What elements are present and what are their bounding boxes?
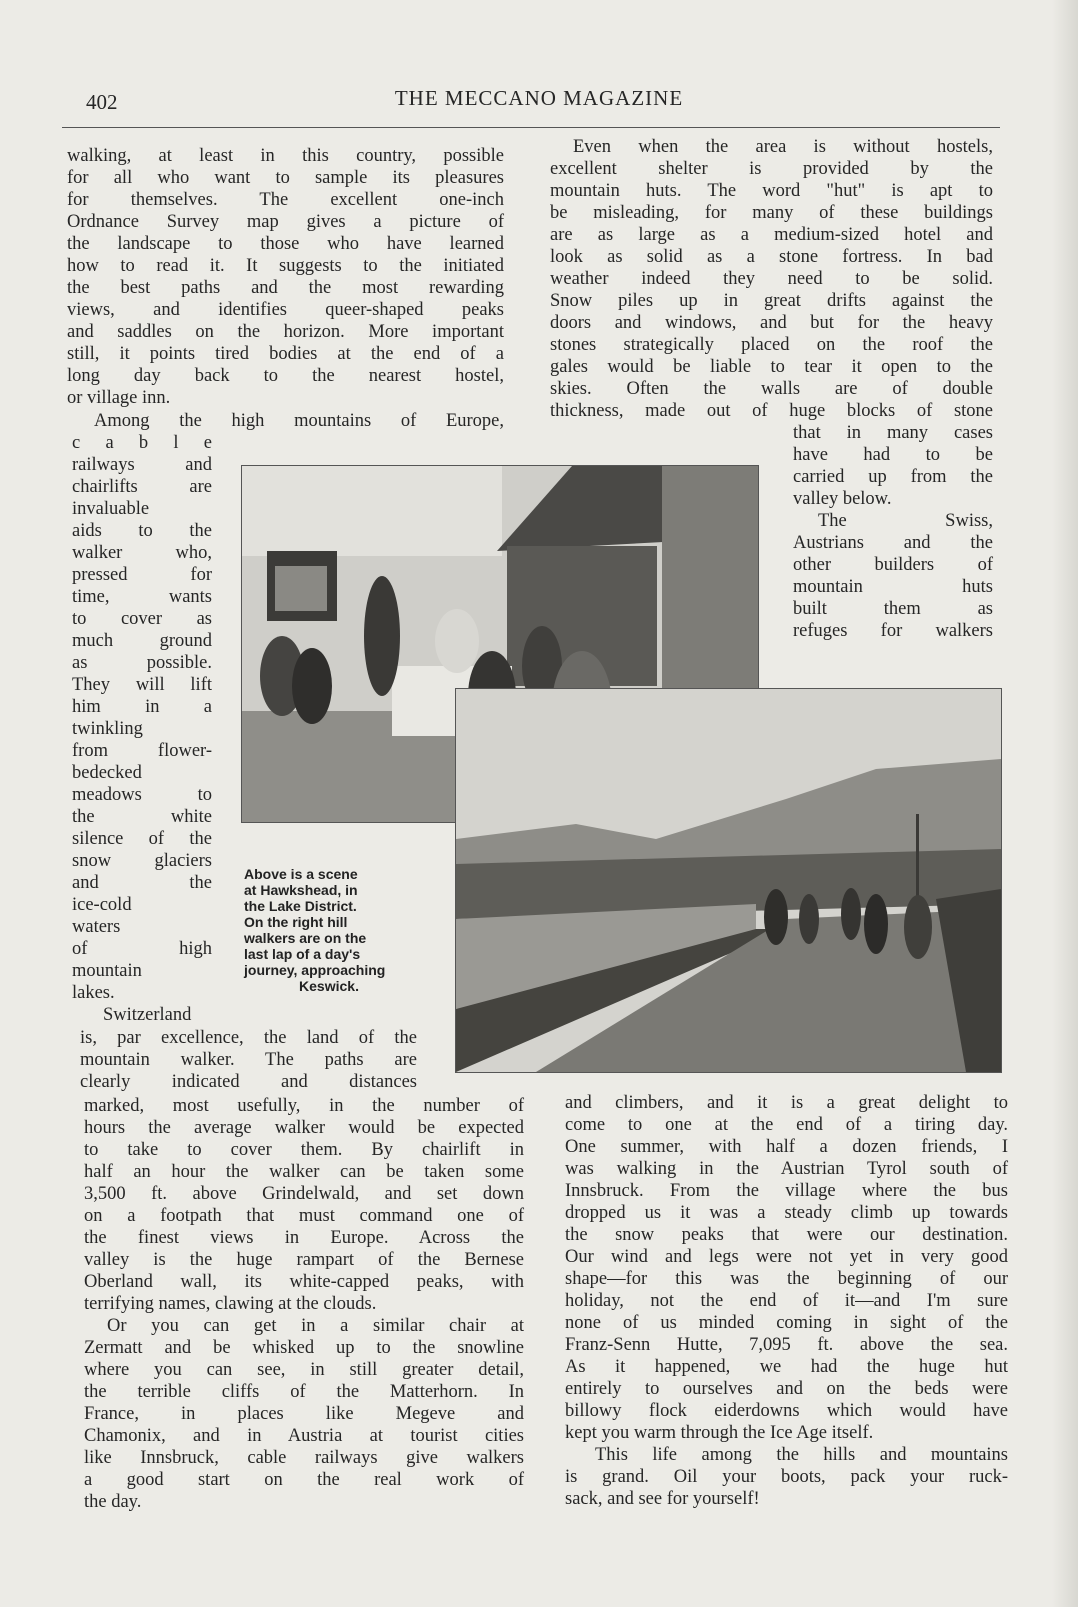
text-line: how to read it. It suggests to the initiated (67, 256, 504, 276)
text-line: half an hour the walker can be taken some (84, 1162, 524, 1182)
text-line: They will lift (72, 675, 212, 695)
text-line: hours the average walker would be expected (84, 1118, 524, 1138)
text-line: are as large as a medium-sized hotel and (550, 225, 993, 245)
text-line: holiday, not the end of it—and I'm sure (565, 1291, 1008, 1311)
text-line: Snow piles up in great drifts against the (550, 291, 993, 311)
text-line: gales would be liable to tear it open to the (550, 357, 993, 377)
text-line: mountain huts (793, 577, 993, 597)
text-line: the terrible cliffs of the Matterhorn. In (84, 1382, 524, 1402)
text-line: chairlifts are (72, 477, 212, 497)
text-line: built them as (793, 599, 993, 619)
text-line: walking, at least in this country, possible (67, 146, 504, 166)
text-line: As it happened, we had the huge hut (565, 1357, 1008, 1377)
text-line: still, it points tired bodies at the end of a (67, 344, 504, 364)
text-line: marked, most usefully, in the number of (84, 1096, 524, 1116)
text-line: valley is the huge rampart of the Bernese (84, 1250, 524, 1270)
text-line: for all who want to sample its pleasures (67, 168, 504, 188)
text-line: clearly indicated and distances (80, 1072, 417, 1092)
text-line: on a footpath that must command one of (84, 1206, 524, 1226)
text-line: Among the high mountains of Europe, (94, 411, 504, 431)
text-line: thickness, made out of huge blocks of stone (550, 401, 993, 421)
text-line: was walking in the Austrian Tyrol south of (565, 1159, 1008, 1179)
text-line: much ground (72, 631, 212, 651)
text-line: meadows to (72, 785, 212, 805)
text-line: sack, and see for yourself! (565, 1489, 760, 1509)
photo-keswick-road (455, 688, 1002, 1073)
text-line: to take to cover them. By chairlift in (84, 1140, 524, 1160)
text-line: Innsbruck. From the village where the bus (565, 1181, 1008, 1201)
text-line: of high (72, 939, 212, 959)
text-line: silence of the (72, 829, 212, 849)
text-line: for themselves. The excellent one-inch (67, 190, 504, 210)
text-line: dropped us it was a steady climb up towards (565, 1203, 1008, 1223)
page-number: 402 (86, 90, 118, 114)
text-line: Chamonix, and in Austria at tourist cities (84, 1426, 524, 1446)
photo-keswick-illustration (456, 689, 1001, 1072)
running-head-title: THE MECCANO MAGAZINE (394, 86, 684, 110)
text-line: doors and windows, and but for the heavy (550, 313, 993, 333)
text-line: skies. Often the walls are of double (550, 379, 993, 399)
text-line: that in many cases (793, 423, 993, 443)
text-line: other builders of (793, 555, 993, 575)
text-line: mountain (72, 961, 142, 981)
text-line: kept you warm through the Ice Age itself. (565, 1423, 874, 1443)
text-line: invaluable (72, 499, 150, 519)
caption-line: journey, approaching (244, 962, 386, 978)
text-line: to cover as (72, 609, 212, 629)
text-line: mountain huts. The word "hut" is apt to (550, 181, 993, 201)
text-line: walker who, (72, 543, 212, 563)
text-line: valley below. (793, 489, 892, 509)
text-line: like Innsbruck, cable railways give walkers (84, 1448, 524, 1468)
text-line: snow glaciers (72, 851, 212, 871)
text-line: is, par excellence, the land of the (80, 1028, 417, 1048)
text-line: him in a (72, 697, 212, 717)
text-line: Or you can get in a similar chair at (107, 1316, 524, 1336)
text-line: This life among the hills and mountains (595, 1445, 1008, 1465)
text-line: Zermatt and be whisked up to the snowline (84, 1338, 524, 1358)
text-line: as possible. (72, 653, 212, 673)
text-line: bedecked (72, 763, 142, 783)
text-line: look as solid as a stone fortress. In bad (550, 247, 993, 267)
text-line: aids to the (72, 521, 212, 541)
text-line: railways and (72, 455, 212, 475)
text-line: is grand. Oil your boots, pack your ruck- (565, 1467, 1008, 1487)
caption-line: the Lake District. (244, 898, 357, 914)
text-line: billowy flock eiderdowns which would have (565, 1401, 1008, 1421)
caption-line: last lap of a day's (244, 946, 361, 962)
text-line: waters (72, 917, 121, 937)
text-line: time, wants (72, 587, 212, 607)
text-line: lakes. (72, 983, 115, 1003)
caption-line: at Hawkshead, in (244, 882, 358, 898)
text-line: have had to be (793, 445, 993, 465)
text-line: carried up from the (793, 467, 993, 487)
text-line: c a b l e (72, 433, 212, 453)
text-line: and the (72, 873, 212, 893)
header-rule (62, 127, 1000, 128)
text-line: the best paths and the most rewarding (67, 278, 504, 298)
text-line: the day. (84, 1492, 142, 1512)
text-line: where you can see, in still greater detail, (84, 1360, 524, 1380)
text-line: twinkling (72, 719, 143, 739)
text-line: come to one at the end of a tiring day. (565, 1115, 1008, 1135)
text-line: excellent shelter is provided by the (550, 159, 993, 179)
text-line: Even when the area is without hostels, (573, 137, 993, 157)
text-line: ice-cold (72, 895, 132, 915)
text-line: Franz-Senn Hutte, 7,095 ft. above the sea. (565, 1335, 1008, 1355)
text-line: mountain walker. The paths are (80, 1050, 417, 1070)
page-edge-shadow (1052, 0, 1078, 1607)
text-line: refuges for walkers (793, 621, 993, 641)
text-line: long day back to the nearest hostel, (67, 366, 504, 386)
text-line: terrifying names, clawing at the clouds. (84, 1294, 377, 1314)
photo-caption (244, 866, 414, 994)
text-line: stones strategically placed on the roof the (550, 335, 993, 355)
text-line: Ordnance Survey map gives a picture of (67, 212, 504, 232)
caption-line: walkers are on the (244, 930, 367, 946)
text-line: Oberland wall, its white-capped peaks, with (84, 1272, 524, 1292)
text-line: France, in places like Megeve and (84, 1404, 524, 1424)
text-line: from flower- (72, 741, 212, 761)
text-line: and saddles on the horizon. More important (67, 322, 504, 342)
text-line: none of us minded coming in sight of the (565, 1313, 1008, 1333)
text-line: shape—for this was the beginning of our (565, 1269, 1008, 1289)
text-line: Switzerland (103, 1005, 192, 1025)
text-line: 3,500 ft. above Grindelwald, and set down (84, 1184, 524, 1204)
text-line: The Swiss, (818, 511, 993, 531)
text-line: or village inn. (67, 388, 171, 408)
text-line: pressed for (72, 565, 212, 585)
text-line: views, and identifies queer-shaped peaks (67, 300, 504, 320)
text-line: the white (72, 807, 212, 827)
text-line: a good start on the real work of (84, 1470, 524, 1490)
text-line: and climbers, and it is a great delight to (565, 1093, 1008, 1113)
text-line: Austrians and the (793, 533, 993, 553)
caption-line: Above is a scene (244, 866, 358, 882)
text-line: weather indeed they need to be solid. (550, 269, 993, 289)
text-line: be misleading, for many of these buildings (550, 203, 993, 223)
text-line: One summer, with half a dozen friends, I (565, 1137, 1008, 1157)
caption-line: On the right hill (244, 914, 348, 930)
text-line: the finest views in Europe. Across the (84, 1228, 524, 1248)
text-line: entirely to ourselves and on the beds were (565, 1379, 1008, 1399)
text-line: the snow peaks that were our destination. (565, 1225, 1008, 1245)
text-line: Our wind and legs were not yet in very good (565, 1247, 1008, 1267)
text-line: the landscape to those who have learned (67, 234, 504, 254)
caption-line: Keswick. (299, 978, 359, 994)
